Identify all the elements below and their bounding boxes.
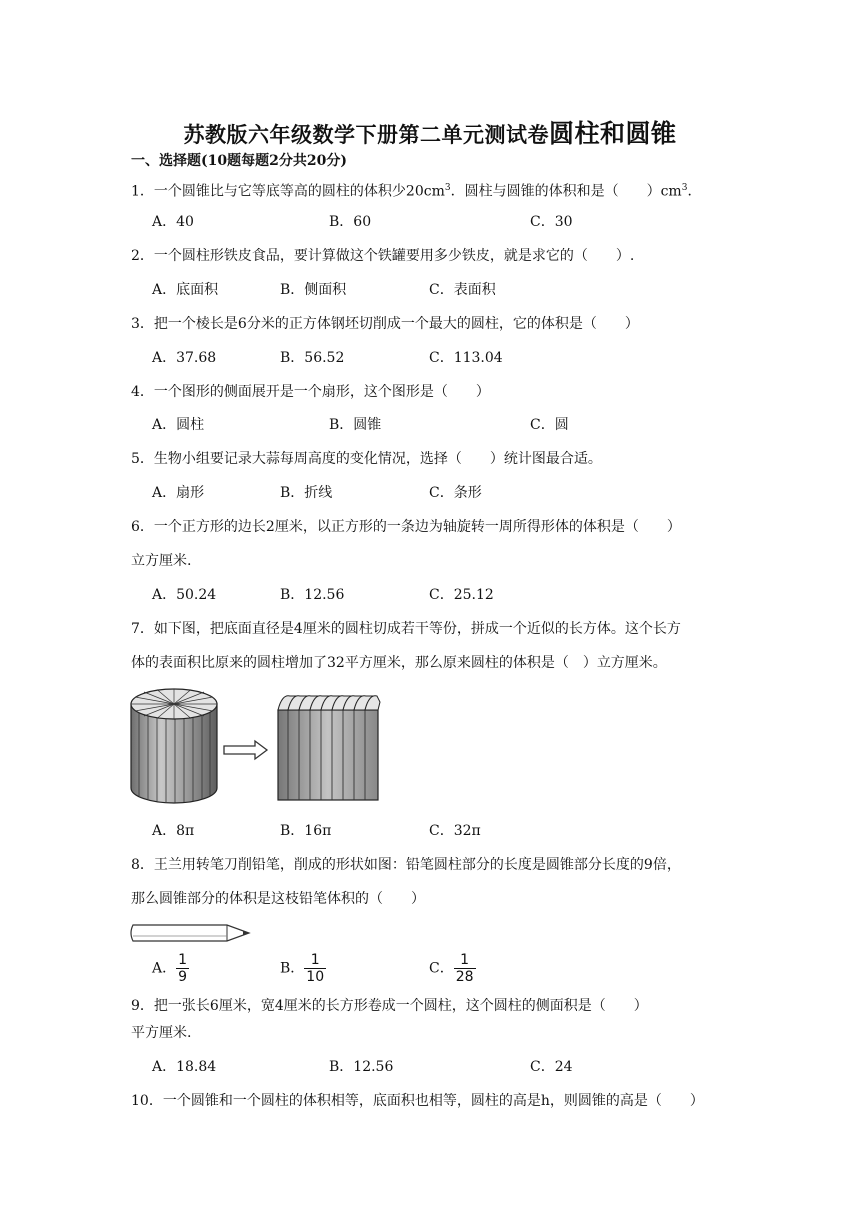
option-a[interactable]: A．圆柱 [152, 417, 205, 433]
fraction-numerator: 1 [178, 952, 188, 968]
question-text: 把一张长6厘米，宽4厘米的长方形卷成一个圆柱，这个圆柱的侧面积是（ ） [153, 998, 648, 1014]
superscript: 3 [681, 183, 688, 193]
option-a[interactable]: A．18.84 [152, 1059, 217, 1075]
option-b[interactable]: B．16π [280, 823, 332, 839]
option-b[interactable]: B．圆锥 [329, 417, 382, 433]
fraction-numerator: 1 [304, 952, 326, 969]
question-9 [131, 995, 648, 1017]
option-c[interactable]: C．24 [530, 1059, 573, 1075]
question-text: 一个圆锥和一个圆柱的体积相等，底面积也相等，圆柱的高是h，则圆锥的高是（ ） [162, 1093, 704, 1109]
superscript: 3 [444, 183, 451, 193]
pencil-figure [129, 922, 253, 944]
question-1 [131, 177, 701, 203]
fraction-numerator: 1 [454, 952, 476, 969]
question-number: 8． [131, 857, 154, 873]
option-c[interactable]: C．表面积 [429, 282, 496, 298]
question-text: 一个圆锥比与它等底等高的圆柱的体积少20cm [153, 183, 445, 200]
question-6-line-2: 立方厘米. [131, 553, 192, 569]
fraction-denominator: 10 [306, 969, 325, 985]
question-text: 一个圆柱形铁皮食品，要计算做这个铁罐要用多少铁皮，就是求它的（ ）. [153, 248, 635, 264]
question-text: 把一个棱长是6分米的正方体钢坯切削成一个最大的圆柱，它的体积是（ ） [153, 316, 639, 332]
title-main: 苏教版六年级数学下册第二单元测试卷 [183, 122, 549, 147]
option-b[interactable]: B．12.56 [329, 1059, 394, 1075]
fraction-denominator: 9 [178, 969, 188, 985]
question-10 [131, 1090, 704, 1112]
question-7 [131, 618, 681, 640]
question-number: 10． [131, 1093, 163, 1109]
question-7-line-2: 体的表面积比原来的圆柱增加了32平方厘米，那么原来圆柱的体积是（ ）立方厘米。 [131, 655, 667, 671]
fraction [304, 952, 326, 985]
question-6 [131, 516, 681, 538]
question-5 [131, 448, 602, 470]
option-b[interactable]: B．侧面积 [280, 282, 347, 298]
cylinder-figure [129, 688, 219, 806]
option-b[interactable]: B．折线 [280, 485, 333, 501]
option-c[interactable]: C．32π [429, 823, 481, 839]
option-c[interactable]: C．113.04 [429, 350, 503, 366]
option-a[interactable]: A．37.68 [152, 350, 217, 366]
question-number: 7． [131, 621, 154, 637]
cuboid-figure [276, 690, 382, 802]
option-b[interactable]: B．60 [329, 214, 372, 230]
option-label: A． [152, 960, 177, 977]
question-text: 如下图，把底面直径是4厘米的圆柱切成若干等份，拼成一个近似的长方体。这个长方 [153, 621, 681, 637]
option-c[interactable]: C．25.12 [429, 587, 494, 603]
page-title [0, 114, 860, 150]
question-number: 4． [131, 384, 154, 400]
question-text: 生物小组要记录大蒜每周高度的变化情况，选择（ ）统计图最合适。 [153, 451, 602, 467]
title-topic: 圆柱和圆锥 [548, 119, 677, 148]
question-text: 王兰用转笔刀削铅笔，削成的形状如图：铅笔圆柱部分的长度是圆锥部分长度的9倍， [153, 857, 681, 873]
question-text: 一个图形的侧面展开是一个扇形，这个图形是（ ） [153, 384, 490, 400]
question-number: 5． [131, 451, 154, 467]
option-b[interactable] [280, 952, 326, 985]
question-text: ． [687, 183, 702, 200]
question-number: 6． [131, 519, 154, 535]
option-c[interactable]: C．圆 [530, 417, 569, 433]
option-a[interactable]: A．底面积 [152, 282, 219, 298]
option-label: B． [280, 960, 305, 977]
question-8-line-2: 那么圆锥部分的体积是这枝铅笔体积的（ ） [131, 891, 425, 907]
question-text: ．圆柱与圆锥的体积和是（ ）cm [450, 183, 682, 200]
section-heading: 一、选择题(10题每题2分共20分) [131, 153, 347, 169]
option-a[interactable] [152, 952, 189, 985]
option-a[interactable]: A．扇形 [152, 485, 205, 501]
option-c[interactable]: C．30 [530, 214, 573, 230]
question-number: 9． [131, 998, 154, 1014]
arrow-right-icon [223, 739, 269, 761]
question-4 [131, 381, 490, 403]
question-number: 2． [131, 248, 154, 264]
question-8 [131, 854, 681, 876]
question-text: 一个正方形的边长2厘米，以正方形的一条边为轴旋转一周所得形体的体积是（ ） [153, 519, 681, 535]
option-b[interactable]: B．12.56 [280, 587, 345, 603]
fraction [176, 952, 189, 985]
fraction [454, 952, 476, 985]
question-3 [131, 313, 639, 335]
option-label: C． [429, 960, 454, 977]
question-number: 1． [131, 183, 154, 200]
option-a[interactable]: A．40 [152, 214, 194, 230]
option-a[interactable]: A．8π [152, 823, 195, 839]
question-number: 3． [131, 316, 154, 332]
option-c[interactable]: C．条形 [429, 485, 482, 501]
option-b[interactable]: B．56.52 [280, 350, 345, 366]
option-c[interactable] [429, 952, 476, 985]
question-9-line-2: 平方厘米. [131, 1025, 192, 1041]
option-a[interactable]: A．50.24 [152, 587, 217, 603]
fraction-denominator: 28 [455, 969, 474, 985]
question-2 [131, 245, 634, 267]
